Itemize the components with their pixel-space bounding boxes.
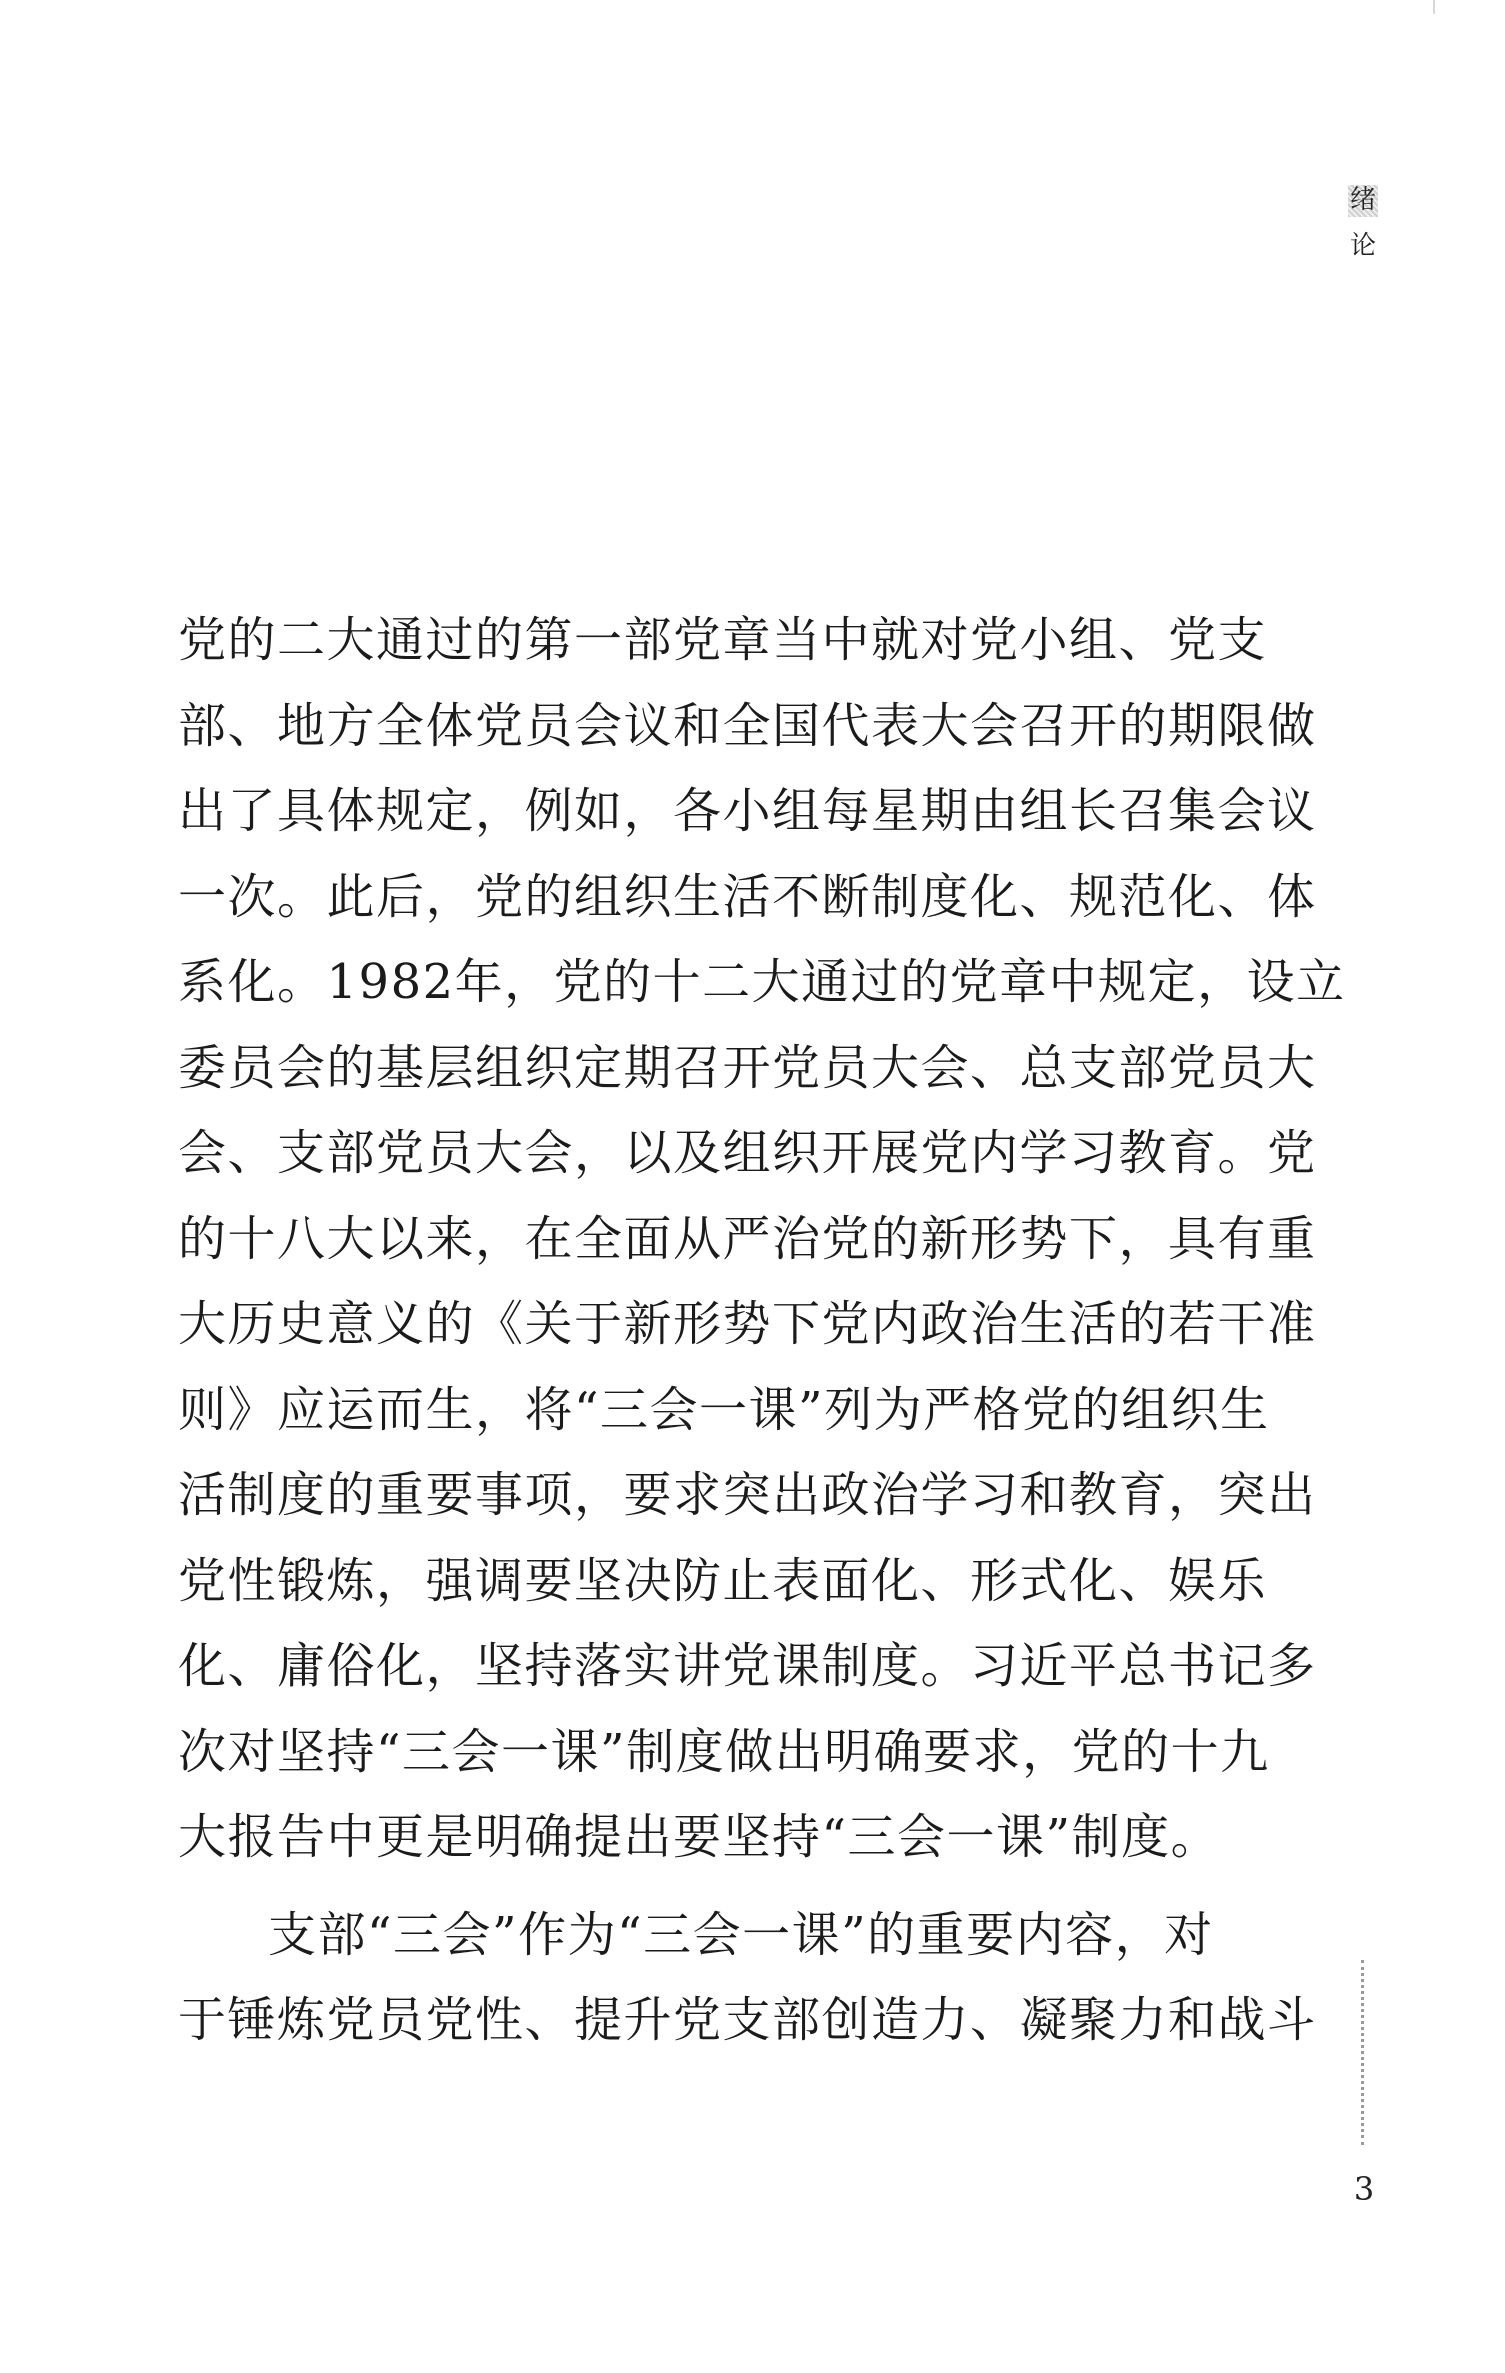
paragraph-1: [178, 598, 1346, 1881]
text-line: 的十八大以来，在全面从严治党的新形势下，具有重: [178, 1210, 1317, 1267]
page-number: 3: [1353, 2170, 1375, 2208]
text-line: 出了具体规定，例如，各小组每星期由组长召集会议: [178, 783, 1317, 839]
text-line: 大历史意义的《关于新形势下党内政治生活的若干准: [178, 1296, 1317, 1352]
chapter-side-tab: [1348, 185, 1378, 263]
dotted-rule: [1361, 1960, 1364, 2145]
text-line: 则》应运而生，将“三会一课”列为严格党的组织生: [178, 1381, 1270, 1438]
text-line: 党性锻炼，强调要坚决防止表面化、形式化、娱乐: [178, 1552, 1268, 1609]
text-line: 活制度的重要事项，要求突出政治学习和教育，突出: [178, 1467, 1317, 1523]
paragraph-2: [178, 1893, 1317, 2064]
text-line: 一次。此后，党的组织生活不断制度化、规范化、体: [178, 868, 1317, 925]
body-text: [178, 598, 1346, 2064]
text-line: 大报告中更是明确提出要坚持“三会一课”制度。: [178, 1809, 1221, 1865]
text-line: 委员会的基层组织定期召开党员大会、总支部党员大: [178, 1039, 1317, 1096]
chapter-tab-char-1: 绪: [1349, 185, 1376, 215]
text-line: 支部“三会”作为“三会一课”的重要内容，对: [268, 1906, 1214, 1963]
text-line: 系化。1982年，党的十二大通过的党章中规定，设立: [178, 954, 1346, 1010]
text-line: 会、支部党员大会，以及组织开展党内学习教育。党: [178, 1125, 1317, 1181]
text-line: 化、庸俗化，坚持落实讲党课制度。习近平总书记多: [178, 1638, 1317, 1694]
text-line: 次对坚持“三会一课”制度做出明确要求，党的十九: [178, 1723, 1270, 1780]
chapter-tab-char-2: 论: [1349, 231, 1376, 261]
text-line: 于锤炼党员党性、提升党支部创造力、凝聚力和战斗: [178, 1992, 1317, 2048]
text-line: 党的二大通过的第一部党章当中就对党小组、党支: [178, 612, 1268, 668]
edge-mark: [1433, 0, 1435, 14]
text-line: 部、地方全体党员会议和全国代表大会召开的期限做: [178, 697, 1317, 754]
